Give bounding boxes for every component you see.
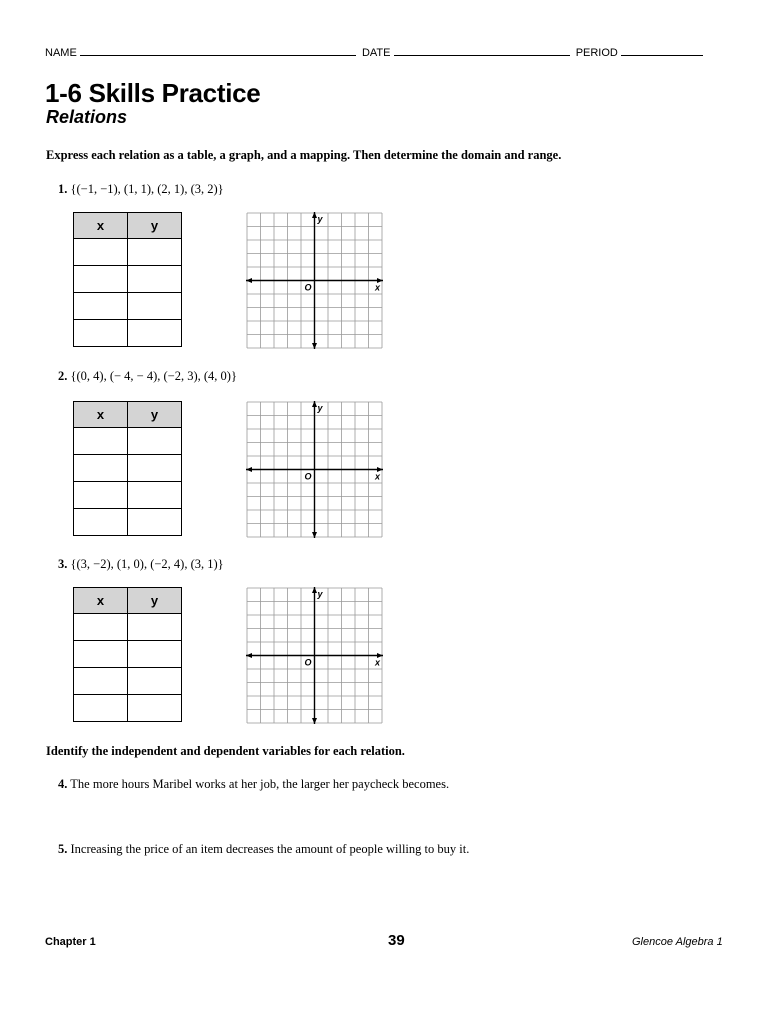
table-cell[interactable] <box>74 614 128 641</box>
table-cell[interactable] <box>74 455 128 482</box>
period-field[interactable] <box>621 46 703 56</box>
period-label: PERIOD <box>575 47 618 59</box>
footer-page-number: 39 <box>388 932 405 949</box>
table-cell[interactable] <box>128 482 182 509</box>
y-axis-label: y <box>317 214 323 224</box>
table-header-x: x <box>74 402 128 428</box>
name-field[interactable] <box>80 46 356 56</box>
xy-table-1 <box>73 212 182 347</box>
problem-2 <box>58 369 237 384</box>
x-axis-label: x <box>375 471 381 482</box>
coordinate-grid-1[interactable] <box>245 211 383 351</box>
table-cell[interactable] <box>74 641 128 668</box>
table-cell[interactable] <box>74 266 128 293</box>
table-cell[interactable] <box>74 293 128 320</box>
problem-number: 5. <box>58 842 68 856</box>
problem-3 <box>58 557 224 572</box>
problem-text: {(3, −2), (1, 0), (−2, 4), (3, 1)} <box>70 557 224 571</box>
page-title: 1-6 Skills Practice <box>45 78 261 108</box>
origin-label: O <box>304 471 312 482</box>
problem-number: 4. <box>58 777 68 791</box>
page-subtitle: Relations <box>46 107 128 127</box>
problem-1 <box>58 182 224 197</box>
table-header-y: y <box>128 213 182 239</box>
date-label: DATE <box>361 47 391 59</box>
instructions-relations: Express each relation as a table, a graph, and a mapping. Then determine the domain and range. <box>46 148 562 162</box>
table-cell[interactable] <box>74 695 128 722</box>
table-cell[interactable] <box>128 695 182 722</box>
name-label: NAME <box>45 47 77 59</box>
x-axis-label: x <box>375 282 381 293</box>
table-cell[interactable] <box>74 509 128 536</box>
table-cell[interactable] <box>128 509 182 536</box>
problem-number: 1. <box>58 182 68 196</box>
table-cell[interactable] <box>74 239 128 266</box>
problem-number: 3. <box>58 557 68 571</box>
table-cell[interactable] <box>128 428 182 455</box>
date-field[interactable] <box>394 46 570 56</box>
table-cell[interactable] <box>128 455 182 482</box>
y-axis-label: y <box>317 589 323 599</box>
problem-text: Increasing the price of an item decreases the amount of people willing to buy it. <box>70 842 470 856</box>
problem-5 <box>58 842 469 857</box>
table-header-y: y <box>128 402 182 428</box>
table-cell[interactable] <box>74 428 128 455</box>
table-cell[interactable] <box>128 239 182 266</box>
problem-text: The more hours Maribel works at her job, the larger her paycheck becomes. <box>70 777 450 791</box>
table-cell[interactable] <box>74 482 128 509</box>
table-cell[interactable] <box>128 668 182 695</box>
footer-book-title: Glencoe Algebra 1 <box>632 936 723 948</box>
table-header-x: x <box>74 588 128 614</box>
coordinate-grid-2[interactable] <box>245 400 383 540</box>
x-axis-label: x <box>375 657 381 668</box>
table-header-x: x <box>74 213 128 239</box>
xy-table-3 <box>73 587 182 722</box>
table-cell[interactable] <box>128 320 182 347</box>
footer-chapter: Chapter 1 <box>45 936 96 948</box>
table-header-y: y <box>128 588 182 614</box>
y-axis-label: y <box>317 403 323 413</box>
coordinate-grid-3[interactable] <box>245 586 383 726</box>
table-cell[interactable] <box>74 668 128 695</box>
table-cell[interactable] <box>128 293 182 320</box>
table-cell[interactable] <box>128 266 182 293</box>
problem-number: 2. <box>58 369 68 383</box>
origin-label: O <box>304 657 312 668</box>
table-cell[interactable] <box>128 641 182 668</box>
problem-4 <box>58 777 449 792</box>
problem-text: {(0, 4), (− 4, − 4), (−2, 3), (4, 0)} <box>70 369 237 383</box>
xy-table-2 <box>73 401 182 536</box>
problem-text: {(−1, −1), (1, 1), (2, 1), (3, 2)} <box>70 182 224 196</box>
origin-label: O <box>304 282 312 293</box>
header-line <box>45 46 725 59</box>
table-cell[interactable] <box>74 320 128 347</box>
table-cell[interactable] <box>128 614 182 641</box>
instructions-variables: Identify the independent and dependent variables for each relation. <box>46 744 405 758</box>
